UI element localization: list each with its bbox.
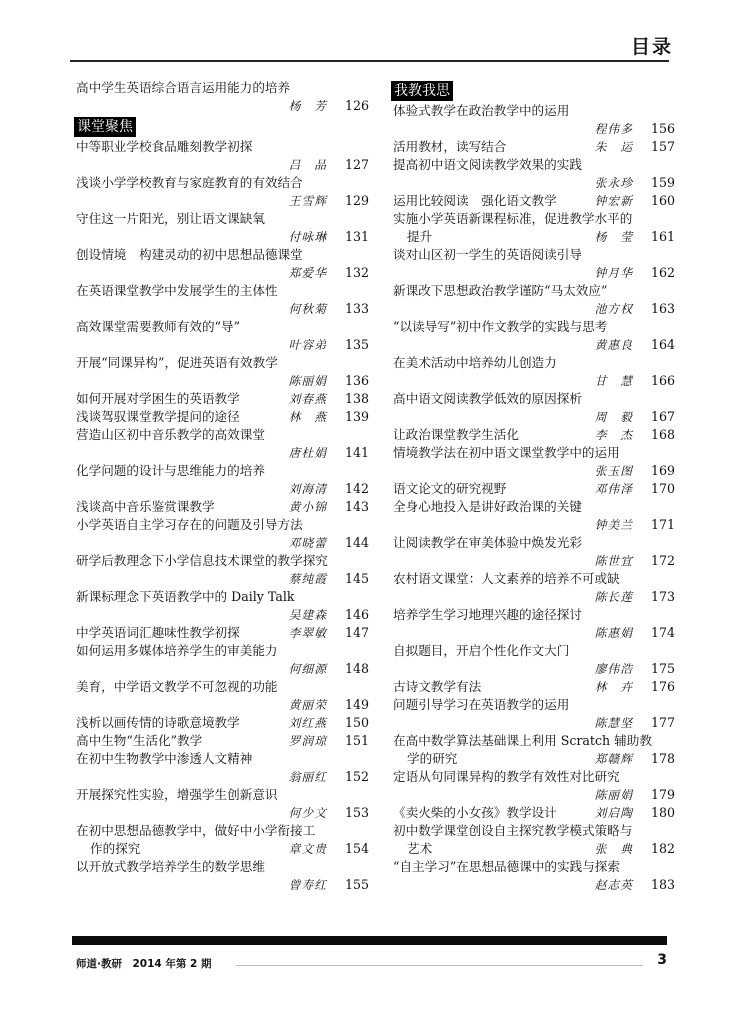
- toc-entry-meta: [76, 660, 369, 678]
- toc-entry-meta: [76, 336, 369, 354]
- toc-entry-meta: [76, 192, 369, 210]
- toc-entry-meta: [76, 696, 369, 714]
- toc-entry-page: 164: [650, 337, 675, 352]
- toc-entry-meta: [595, 678, 675, 696]
- toc-entry-page: 157: [650, 139, 675, 154]
- toc-entry-page: 126: [344, 98, 369, 113]
- toc-entry-author: 甘 慧: [594, 374, 633, 388]
- toc-entry-author: 曾寿红: [288, 878, 327, 892]
- toc-entry-page: 138: [344, 391, 369, 406]
- toc-entry-title: 以开放式教学培养学生的数学思维: [76, 859, 265, 874]
- toc-entry-meta: [76, 840, 369, 858]
- toc-entry-title: 美育，中学语文教学不可忽视的功能: [76, 679, 278, 694]
- toc-entry-meta: [393, 714, 675, 732]
- toc-entry-title: 《卖火柴的小女孩》教学设计: [393, 805, 557, 820]
- toc-entry-meta: [289, 624, 369, 642]
- toc-entry-page: 174: [650, 625, 675, 640]
- toc-entry-title: 情境教学法在初中语文课堂教学中的运用: [393, 445, 620, 460]
- toc-entry-meta: [76, 300, 369, 318]
- toc-entry-meta: [595, 138, 675, 156]
- toc-entry[interactable]: [76, 246, 369, 282]
- toc-entry-title: 浅谈小学学校教育与家庭教育的有效结合: [76, 175, 303, 190]
- toc-entry-page: 167: [650, 409, 675, 424]
- toc-entry-author: 李 杰: [594, 428, 633, 442]
- toc-entry-meta: [393, 120, 675, 138]
- toc-entry[interactable]: [76, 642, 369, 678]
- toc-entry-author: 陈惠娟: [594, 626, 633, 640]
- toc-entry-author: 吴建森: [288, 608, 327, 622]
- toc-entry[interactable]: [76, 624, 369, 642]
- toc-entry-author: 唐杜娟: [288, 446, 327, 460]
- toc-entry-page: 133: [344, 301, 369, 316]
- toc-entry[interactable]: [76, 318, 369, 354]
- toc-entry-meta: [76, 97, 369, 115]
- toc-entry-page: 179: [650, 787, 675, 802]
- toc-entry-meta: [393, 408, 675, 426]
- toc-entry[interactable]: [393, 678, 675, 696]
- toc-entry-author: 林 卉: [594, 680, 633, 694]
- toc-entry-author: 蔡纯霞: [288, 572, 327, 586]
- toc-entry-page: 147: [344, 625, 369, 640]
- toc-entry-author: 钟美兰: [594, 518, 633, 532]
- toc-entry-meta: [393, 588, 675, 606]
- toc-entry-page: 155: [344, 877, 369, 892]
- toc-entry[interactable]: [393, 282, 675, 318]
- toc-entry-page: 144: [344, 535, 369, 550]
- toc-entry-page: 153: [344, 805, 369, 820]
- page-title: 目录: [630, 36, 673, 58]
- toc-entry-title: 运用比较阅读 强化语文教学: [393, 193, 557, 208]
- toc-entry-meta: [393, 660, 675, 678]
- toc-entry-meta: [595, 480, 675, 498]
- toc-entry-page: 182: [650, 841, 675, 856]
- toc-entry-author: 何少文: [288, 806, 327, 820]
- toc-entry-page: 159: [650, 175, 675, 190]
- toc-entry-meta: [289, 390, 369, 408]
- toc-entry-author: 池方权: [594, 302, 633, 316]
- toc-entry[interactable]: [76, 79, 369, 115]
- toc-entry-author: 刘红燕: [288, 716, 327, 730]
- toc-entry[interactable]: [76, 498, 369, 516]
- toc-entry-meta: [76, 570, 369, 588]
- toc-entry-title: 培养学生学习地理兴趣的途径探讨: [393, 607, 582, 622]
- toc-entry-page: 129: [344, 193, 369, 208]
- toc-entry-page: 161: [650, 229, 675, 244]
- toc-entry-title: 中等职业学校食品雕刻教学初探: [76, 139, 253, 154]
- toc-entry-author: 张玉图: [594, 464, 633, 478]
- toc-entry-title: 高中语文阅读教学低效的原因探析: [393, 391, 582, 406]
- section-heading: 我教我思: [391, 81, 453, 101]
- toc-entry-page: 152: [344, 769, 369, 784]
- toc-entry-author: 廖伟浩: [594, 662, 633, 676]
- toc-entry-author: 李翠敏: [288, 626, 327, 640]
- toc-entry-page: 170: [650, 481, 675, 496]
- toc-entry-meta: [76, 156, 369, 174]
- toc-entry-page: 143: [344, 499, 369, 514]
- toc-entry-author: 付咏琳: [288, 230, 327, 244]
- toc-entry-page: 146: [344, 607, 369, 622]
- toc-entry-page: 175: [650, 661, 675, 676]
- toc-entry[interactable]: [393, 210, 675, 246]
- toc-entry-title: 高效课堂需要教师有效的“导”: [76, 319, 241, 334]
- toc-entry-meta: [393, 786, 675, 804]
- toc-entry-title: 全身心地投入是讲好政治课的关键: [393, 499, 582, 514]
- toc-entry-title: 浅谈驾驭课堂教学提问的途径: [76, 409, 240, 424]
- toc-entry-meta: [393, 876, 675, 894]
- toc-entry[interactable]: [76, 354, 369, 390]
- toc-entry[interactable]: [393, 498, 675, 534]
- toc-entry-title: 研学后教理念下小学信息技术课堂的教学探究: [76, 553, 328, 568]
- toc-entry-title: 高中生物“生活化”教学: [76, 733, 203, 748]
- toc-entry[interactable]: [393, 138, 675, 156]
- toc-entry[interactable]: [393, 318, 675, 354]
- toc-entry-meta: [289, 498, 369, 516]
- toc-entry-page: 154: [344, 841, 369, 856]
- toc-entry-author: 翁丽红: [288, 770, 327, 784]
- toc-entry-title: 小学英语自主学习存在的问题及引导方法: [76, 517, 303, 532]
- toc-entry-page: 183: [650, 877, 675, 892]
- toc-entry-title: 定语从句同课异构的教学有效性对比研究: [393, 769, 620, 784]
- toc-entry-title: 浅谈高中音乐鉴赏课教学: [76, 499, 215, 514]
- toc-entry-title: 如何开展对学困生的英语教学: [76, 391, 240, 406]
- toc-entry[interactable]: [393, 354, 675, 390]
- toc-entry-meta: [595, 192, 675, 210]
- toc-entry-meta: [393, 372, 675, 390]
- toc-entry-page: 172: [650, 553, 675, 568]
- toc-entry-author: 刘春燕: [288, 392, 327, 406]
- toc-entry-page: 139: [344, 409, 369, 424]
- toc-entry-title: 提高初中语文阅读教学效果的实践: [393, 157, 582, 172]
- toc-entry-author: 黄惠良: [594, 338, 633, 352]
- toc-entry-meta: [289, 714, 369, 732]
- toc-entry-author: 林 燕: [288, 410, 327, 424]
- toc-entry-page: 151: [344, 733, 369, 748]
- toc-entry-page: 168: [650, 427, 675, 442]
- toc-entry-author: 钟宏新: [594, 194, 633, 208]
- toc-entry[interactable]: [393, 570, 675, 606]
- toc-entry-meta: [76, 480, 369, 498]
- toc-entry-page: 163: [650, 301, 675, 316]
- toc-entry-meta: [595, 426, 675, 444]
- top-rule: [70, 60, 669, 62]
- toc-entry-meta: [595, 804, 675, 822]
- toc-entry-page: 142: [344, 481, 369, 496]
- toc-entry-page: 160: [650, 193, 675, 208]
- toc-entry-title: “自主学习”在思想品德课中的实践与探索: [393, 859, 620, 874]
- toc-entry-author: 邓晓蕾: [288, 536, 327, 550]
- toc-entry-page: 166: [650, 373, 675, 388]
- toc-entry-author: 黄小锦: [288, 500, 327, 514]
- toc-entry[interactable]: [393, 390, 675, 426]
- toc-entry-page: 141: [344, 445, 369, 460]
- toc-entry[interactable]: [393, 696, 675, 732]
- toc-entry[interactable]: [393, 534, 675, 570]
- toc-entry[interactable]: [393, 444, 675, 480]
- toc-entry-title: 高中学生英语综合语言运用能力的培养: [76, 80, 291, 95]
- toc-entry[interactable]: [393, 192, 675, 210]
- toc-entry-author: 邓伟泽: [594, 482, 633, 496]
- toc-entry-meta: [76, 264, 369, 282]
- toc-entry-page: 145: [344, 571, 369, 586]
- toc-entry-author: 陈丽娟: [288, 374, 327, 388]
- toc-entry-meta: [393, 264, 675, 282]
- toc-entry[interactable]: [76, 390, 369, 408]
- toc-entry[interactable]: [393, 858, 675, 894]
- toc-entry[interactable]: [76, 210, 369, 246]
- toc-entry-page: 176: [650, 679, 675, 694]
- toc-entry-page: 180: [650, 805, 675, 820]
- toc-entry-meta: [76, 768, 369, 786]
- toc-entry[interactable]: [76, 552, 369, 588]
- toc-entry-meta: [393, 174, 675, 192]
- toc-entry[interactable]: [393, 732, 675, 768]
- toc-entry-title-continued: 提升: [407, 229, 433, 244]
- toc-entry-meta: [393, 228, 675, 246]
- toc-entry-meta: [76, 534, 369, 552]
- toc-entry-author: 何秋菊: [288, 302, 327, 316]
- toc-entry[interactable]: [393, 642, 675, 678]
- toc-entry-author: 周 毅: [594, 410, 633, 424]
- toc-entry-title: 体验式教学在政治教学中的运用: [393, 103, 570, 118]
- toc-entry-title: 农村语文课堂：人文素养的培养不可或缺: [393, 571, 620, 586]
- toc-entry-author: 陈丽娟: [594, 788, 633, 802]
- toc-entry-meta: [289, 732, 369, 750]
- toc-entry-author: 吕 品: [288, 158, 327, 172]
- toc-entry-meta: [76, 804, 369, 822]
- toc-entry-author: 陈世宜: [594, 554, 633, 568]
- toc-entry-author: 陈长莲: [594, 590, 633, 604]
- toc-entry-title: 问题引导学习在英语教学的运用: [393, 697, 570, 712]
- toc-entry-page: 173: [650, 589, 675, 604]
- toc-entry-title-continued: 艺术: [407, 841, 433, 856]
- footer-bar: [72, 936, 667, 945]
- toc-entry-page: 150: [344, 715, 369, 730]
- toc-entry-author: 王雪辉: [288, 194, 327, 208]
- toc-entry-title: 中学英语词汇趣味性教学初探: [76, 625, 240, 640]
- toc-entry[interactable]: [76, 588, 369, 624]
- toc-entry[interactable]: [393, 156, 675, 192]
- toc-entry-title: 在美术活动中培养幼儿创造力: [393, 355, 557, 370]
- footer-rule: [236, 965, 643, 966]
- toc-entry-page: 177: [650, 715, 675, 730]
- toc-right-column: [393, 79, 675, 894]
- toc-entry-title: 古诗文教学有法: [393, 679, 482, 694]
- toc-entry[interactable]: [76, 750, 369, 786]
- toc-entry-meta: [76, 606, 369, 624]
- toc-entry-title: 自拟题目，开启个性化作文大门: [393, 643, 570, 658]
- toc-entry-title: 让阅读教学在审美体验中焕发光彩: [393, 535, 582, 550]
- toc-entry-author: 叶容弟: [288, 338, 327, 352]
- toc-entry-title-continued: 作的探究: [90, 841, 141, 856]
- toc-entry[interactable]: [76, 714, 369, 732]
- page-number: 3: [657, 952, 667, 968]
- toc-entry-meta: [393, 300, 675, 318]
- toc-entry-author: 朱 运: [594, 140, 633, 154]
- toc-entry-page: 178: [650, 751, 675, 766]
- toc-entry-title-continued: 学的研究: [407, 751, 458, 766]
- toc-entry-page: 169: [650, 463, 675, 478]
- toc-entry[interactable]: [76, 516, 369, 552]
- toc-entry-page: 131: [344, 229, 369, 244]
- toc-entry-page: 132: [344, 265, 369, 280]
- toc-entry-meta: [76, 372, 369, 390]
- section-heading: 课堂聚焦: [74, 117, 136, 137]
- toc-entry-meta: [76, 876, 369, 894]
- toc-entry-title: 在初中思想品德教学中，做好中小学衔接工: [76, 823, 316, 838]
- toc-entry[interactable]: [76, 678, 369, 714]
- toc-entry-author: 黄丽荣: [288, 698, 327, 712]
- toc-entry-author: 刘启陶: [594, 806, 633, 820]
- toc-entry-author: 何细源: [288, 662, 327, 676]
- toc-entry[interactable]: [393, 804, 675, 822]
- toc-entry-meta: [393, 516, 675, 534]
- toc-entry-page: 127: [344, 157, 369, 172]
- toc-entry-meta: [76, 444, 369, 462]
- toc-entry[interactable]: [76, 786, 369, 822]
- toc-entry-title: 谈对山区初一学生的英语阅读引导: [393, 247, 582, 262]
- toc-entry-page: 156: [650, 121, 675, 136]
- toc-entry-author: 郑赣辉: [594, 752, 633, 766]
- toc-entry[interactable]: [76, 282, 369, 318]
- toc-entry-meta: [393, 552, 675, 570]
- toc-entry-title: 实施小学英语新课程标准，促进教学水平的: [393, 211, 633, 226]
- toc-entry-meta: [289, 408, 369, 426]
- toc-entry[interactable]: [76, 138, 369, 174]
- toc-entry-page: 148: [344, 661, 369, 676]
- toc-entry-author: 刘海清: [288, 482, 327, 496]
- toc-entry-meta: [76, 228, 369, 246]
- toc-entry-title: 营造山区初中音乐教学的高效课堂: [76, 427, 265, 442]
- toc-entry-author: 杨 莹: [594, 230, 633, 244]
- toc-entry-meta: [393, 336, 675, 354]
- toc-entry-title: 在初中生物教学中渗透人文精神: [76, 751, 253, 766]
- toc-entry-author: 陈慧坚: [594, 716, 633, 730]
- toc-entry-page: 171: [650, 517, 675, 532]
- toc-entry-title: 让政治课堂教学生活化: [393, 427, 519, 442]
- toc-entry-title: “以读导写”初中作文教学的实践与思考: [393, 319, 608, 334]
- toc-entry-author: 赵志英: [594, 878, 633, 892]
- toc-entry-title: 创设情境 构建灵动的初中思想品德课堂: [76, 247, 303, 262]
- toc-entry-page: 136: [344, 373, 369, 388]
- toc-entry[interactable]: [393, 768, 675, 804]
- toc-entry-author: 张永珍: [594, 176, 633, 190]
- toc-entry-title: 语文论文的研究视野: [393, 481, 507, 496]
- toc-entry-author: 郑爱华: [288, 266, 327, 280]
- toc-entry-title: 新课改下思想政治教学谨防“马太效应”: [393, 283, 608, 298]
- toc-entry[interactable]: [393, 822, 675, 858]
- toc-entry-title: 开展“同课异构”，促进英语有效教学: [76, 355, 278, 370]
- toc-entry-title: 在高中数学算法基础课上利用 Scratch 辅助教: [393, 733, 652, 748]
- toc-entry[interactable]: [76, 462, 369, 498]
- toc-entry-title: 开展探究性实验，增强学生创新意识: [76, 787, 278, 802]
- toc-entry[interactable]: [76, 858, 369, 894]
- toc-entry-meta: [393, 750, 675, 768]
- toc-list-left: [76, 138, 369, 894]
- toc-entry-meta: [393, 840, 675, 858]
- toc-entry[interactable]: [393, 102, 675, 138]
- toc-entry-title: 化学问题的设计与思维能力的培养: [76, 463, 265, 478]
- toc-entry[interactable]: [76, 426, 369, 462]
- toc-entry[interactable]: [393, 480, 675, 498]
- toc-entry-page: 149: [344, 697, 369, 712]
- toc-left-column: [76, 79, 369, 894]
- footer-journal: 师道·教研 2014 年第 2 期: [76, 958, 212, 970]
- toc-entry-meta: [393, 624, 675, 642]
- toc-entry[interactable]: [393, 426, 675, 444]
- toc-entry[interactable]: [393, 606, 675, 642]
- toc-entry-title: 新课标理念下英语教学中的 Daily Talk: [76, 589, 295, 604]
- toc-entry-title: 初中数学课堂创设自主探究教学模式策略与: [393, 823, 633, 838]
- toc-entry[interactable]: [76, 174, 369, 210]
- toc-entry-page: 162: [650, 265, 675, 280]
- toc-entry-author: 罗润琼: [288, 734, 327, 748]
- toc-entry-title: 浅析以画传情的诗歌意境教学: [76, 715, 240, 730]
- toc-entry[interactable]: [76, 822, 369, 858]
- toc-entry-page: 135: [344, 337, 369, 352]
- toc-entry-author: 程伟多: [594, 122, 633, 136]
- toc-entry-title: 在英语课堂教学中发展学生的主体性: [76, 283, 278, 298]
- toc-entry-meta: [393, 462, 675, 480]
- toc-entry[interactable]: [76, 408, 369, 426]
- toc-entry[interactable]: [76, 732, 369, 750]
- toc-list-right: [393, 102, 675, 894]
- toc-entry-author: 钟月华: [594, 266, 633, 280]
- toc-entry-author: 章文贵: [288, 842, 327, 856]
- toc-entry-title: 如何运用多媒体培养学生的审美能力: [76, 643, 278, 658]
- toc-entry-author: 张 典: [594, 842, 633, 856]
- toc-entry-author: 杨 芳: [288, 99, 327, 113]
- toc-entry-title: 守住这一片阳光，别让语文课缺氧: [76, 211, 265, 226]
- toc-entry[interactable]: [393, 246, 675, 282]
- toc-entry-title: 活用教材，读写结合: [393, 139, 507, 154]
